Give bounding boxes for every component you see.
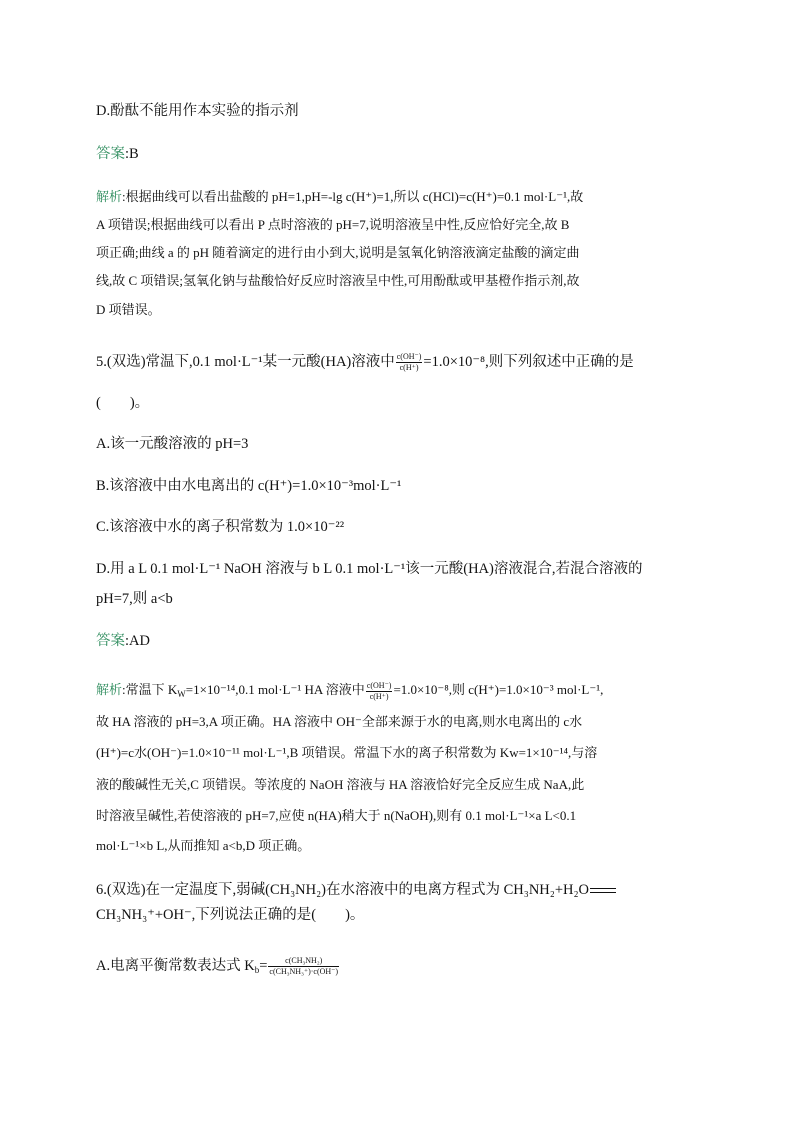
analysis-fraction	[366, 681, 393, 702]
q4-analysis-line-3: 项正确;曲线 a 的 pH 随着滴定的进行由小到大,说明是氢氧化钠溶液滴定盐酸的滴定曲	[96, 245, 580, 260]
q5-analysis-line-2: 故 HA 溶液的 pH=3,A 项正确。HA 溶液中 OH⁻全部来源于水的电离,则水电离出的 c水	[96, 714, 583, 729]
q5-stem-paren: ( )。	[96, 395, 150, 411]
q6-fraction	[268, 956, 339, 977]
q5-analysis-line-6: mol·L⁻¹×b L,从而推知 a<b,D 项正确。	[96, 838, 311, 853]
q5-analysis-line-4: 液的酸碱性无关,C 项错误。等浓度的 NaOH 溶液与 HA 溶液恰好完全反应生成 NaA,此	[96, 777, 585, 792]
analysis-text: :常温下 K	[122, 682, 178, 697]
q5-option-d-line-1: D.用 a L 0.1 mol·L⁻¹ NaOH 溶液与 b L 0.1 mol·L⁻¹该一元酸(HA)溶液混合,若混合溶液的	[96, 561, 643, 577]
q4-analysis-line-4: 线,故 C 项错误;氢氧化钠与盐酸恰好反应时溶液呈中性,可用酚酞或甲基橙作指示剂,故	[96, 273, 580, 288]
fraction-denominator: c(H⁺)	[399, 363, 419, 373]
q5-option-c: C.该溶液中水的离子积常数为 1.0×10⁻²²	[96, 519, 345, 535]
answer-value: :B	[125, 146, 139, 162]
answer-label: 答案	[96, 633, 125, 649]
analysis-text: :根据曲线可以看出盐酸的 pH=1,pH=-lg c(H⁺)=1,所以 c(HCl)=c(H⁺)=0.1 mol·L⁻¹,故	[122, 189, 584, 204]
analysis-text: =1.0×10⁻⁸,则 c(H⁺)=1.0×10⁻³ mol·L⁻¹,	[393, 682, 604, 697]
q4-answer	[96, 144, 139, 164]
fraction-denominator: c(CH₃NH₃⁺)·c(OH⁻)	[269, 967, 339, 977]
q6-stem-line-2: CH₃NH₃⁺+OH⁻,下列说法正确的是( )。	[96, 907, 365, 923]
fraction-numerator: c(CH₃NH₂)	[268, 956, 339, 967]
analysis-label: 解析	[96, 682, 123, 697]
fraction-denominator: c(H⁺)	[369, 691, 389, 701]
q4-option-d: D.酚酞不能用作本实验的指示剂	[96, 103, 299, 119]
q5-option-b: B.该溶液中由水电离出的 c(H⁺)=1.0×10⁻³mol·L⁻¹	[96, 478, 402, 494]
subscript: W	[177, 689, 186, 699]
option-text: A.电离平衡常数表达式 K	[96, 958, 255, 974]
q4-analysis-line-5: D 项错误。	[96, 302, 161, 317]
q6-option-a	[96, 956, 340, 980]
answer-value: :AD	[125, 633, 150, 649]
q5-stem-text: =1.0×10⁻⁸,则下列叙述中正确的是	[423, 354, 634, 370]
q4-analysis-line-2: A 项错误;根据曲线可以看出 P 点时溶液的 pH=7,说明溶液呈中性,反应恰好完全,故 B	[96, 217, 570, 232]
q6-stem-text: 6.(双选)在一定温度下,弱碱(CH₃NH₂)在水溶液中的电离方程式为 CH₃NH₂+H₂O	[96, 882, 590, 898]
q5-stem-line-1	[96, 352, 634, 373]
q5-fraction	[396, 352, 423, 373]
q5-analysis-line-3: (H⁺)=c水(OH⁻)=1.0×10⁻¹¹ mol·L⁻¹,B 项错误。常温下水的离子积常数为 Kw=1×10⁻¹⁴,与溶	[96, 745, 598, 760]
q5-option-d-line-2: pH=7,则 a<b	[96, 591, 173, 607]
equals-sign: =	[259, 958, 268, 974]
q4-analysis-line-1	[96, 187, 583, 207]
fraction-numerator: c(OH⁻)	[396, 352, 422, 362]
answer-label: 答案	[96, 146, 125, 162]
q5-option-a: A.该一元酸溶液的 pH=3	[96, 436, 249, 452]
q5-stem-text: 5.(双选)常温下,0.1 mol·L⁻¹某一元酸(HA)溶液中	[96, 354, 395, 370]
fraction-numerator: c(OH⁻)	[366, 680, 392, 690]
analysis-label: 解析	[96, 189, 123, 204]
q6-stem-line-1	[96, 880, 617, 900]
q5-analysis-line-1	[96, 680, 603, 704]
q5-analysis-line-5: 时溶液呈碱性,若使溶液的 pH=7,应使 n(HA)稍大于 n(NaOH),则有 0.1 mol·L⁻¹×a L<0.1	[96, 808, 577, 823]
equilibrium-arrow-icon	[590, 886, 616, 896]
subscript: b	[254, 965, 260, 975]
q5-answer	[96, 631, 150, 651]
analysis-text: =1×10⁻¹⁴,0.1 mol·L⁻¹ HA 溶液中	[185, 682, 365, 697]
